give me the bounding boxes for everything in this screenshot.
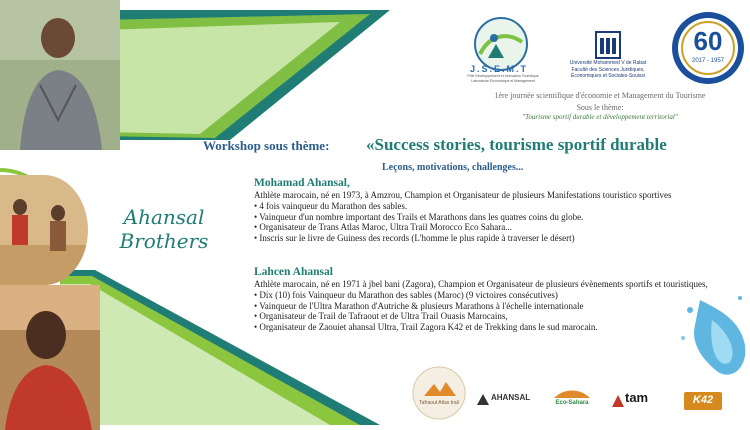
- lahcen-line: • Organisateur de Zaouiet ahansal Ultra, Trail Zagora K42 et de Trekking dans le sud marocain.: [254, 322, 598, 333]
- lahcen-intro: Athlète marocain, né en 1971 à jbel bani (Zagora), Champion et Organisateur de plusieurs évènements sportifs et touristiques,: [254, 279, 708, 289]
- anniversary-years: 2017 - 1957: [691, 58, 725, 64]
- mohamad-bio: [254, 176, 750, 244]
- anniversary-60-logo: [670, 10, 746, 86]
- conference-title: 1ère journée scientifique d'économie et Management du Tourisme: [494, 91, 706, 100]
- runners-photo-middle: [0, 175, 88, 285]
- lahcen-name: Lahcen Ahansal: [254, 266, 333, 278]
- tafraout-trail-text: Tafraout Atlas trail: [419, 400, 459, 406]
- runner-photo-bottom: [0, 285, 100, 430]
- ahansal-logo-text: AHANSAL: [491, 393, 531, 402]
- workshop-subtitle: Leçons, motivations, challenges...: [382, 162, 524, 173]
- anniversary-number: 60: [693, 26, 723, 56]
- mohamad-line: Athlète marocain, né en 1973, à Amzrou, Champion et Organisateur de plusieurs Manifestations touristico sportives: [254, 190, 672, 200]
- lahcen-line: • Dix (10) fois Vainqueur du Marathon des sables (Maroc) (9 victoires consécutives): [254, 289, 558, 300]
- mohamad-line: • Inscris sur le livre de Guiness des records (L'homme le plus rapide à traverser le désert): [254, 233, 575, 244]
- workshop-label: Workshop sous thème:: [203, 138, 330, 153]
- eco-sahara-logo: [550, 386, 594, 412]
- runner-photo-top: [0, 0, 120, 150]
- conference-theme: "Tourisme sportif durable et développement territorial": [522, 113, 678, 121]
- ahansal-logo: [476, 390, 538, 410]
- jsemt-logo-title: J.S.E.M.T: [470, 64, 529, 74]
- lahcen-line: • Vainqueur de l'Ultra Marathon d'Autriche & plusieurs Marathons à l'échelle internationale: [254, 300, 584, 311]
- tam-logo-text: tam: [625, 390, 649, 405]
- lahcen-line: • Organisateur de Trail de Tafraout et de Ultra Trail Ouasis Marocains,: [254, 311, 508, 322]
- lahcen-bio: [254, 265, 750, 333]
- mohamad-name: Mohamad Ahansal,: [254, 177, 350, 189]
- eco-sahara-text: Eco-Sahara: [555, 400, 589, 406]
- tam-logo: [612, 390, 656, 410]
- university-name: Université Mohammed V de Rabat: [569, 60, 647, 66]
- zagora-k42-text: K42: [692, 394, 714, 406]
- mohamad-line: • Vainqueur d'un nombre important des Trails et Marathons dans les quatres coins du globe.: [254, 211, 584, 222]
- mohamad-line: • Organisateur de Trans Atlas Maroc, Ultra Trail Morocco Eco Sahara...: [254, 222, 512, 233]
- zagora-k42-logo: [684, 392, 722, 410]
- university-faculty: Faculté des Sciences Juridiques, Économiques et Sociales-Souissi: [571, 67, 645, 79]
- tafraout-trail-logo: [412, 366, 466, 420]
- mohamad-line: • 4 fois vainqueur du Marathon des sables.: [254, 200, 408, 211]
- ahansal-brothers-title: Ahansal Brothers: [119, 205, 209, 253]
- conference-theme-label: Sous le thème:: [576, 103, 624, 112]
- jsemt-logo-subtitle: Pôle Développement et Innovation Touristique Laboratoire Économique et Management: [467, 74, 539, 83]
- workshop-title: «Success stories, tourisme sportif durable: [366, 135, 667, 154]
